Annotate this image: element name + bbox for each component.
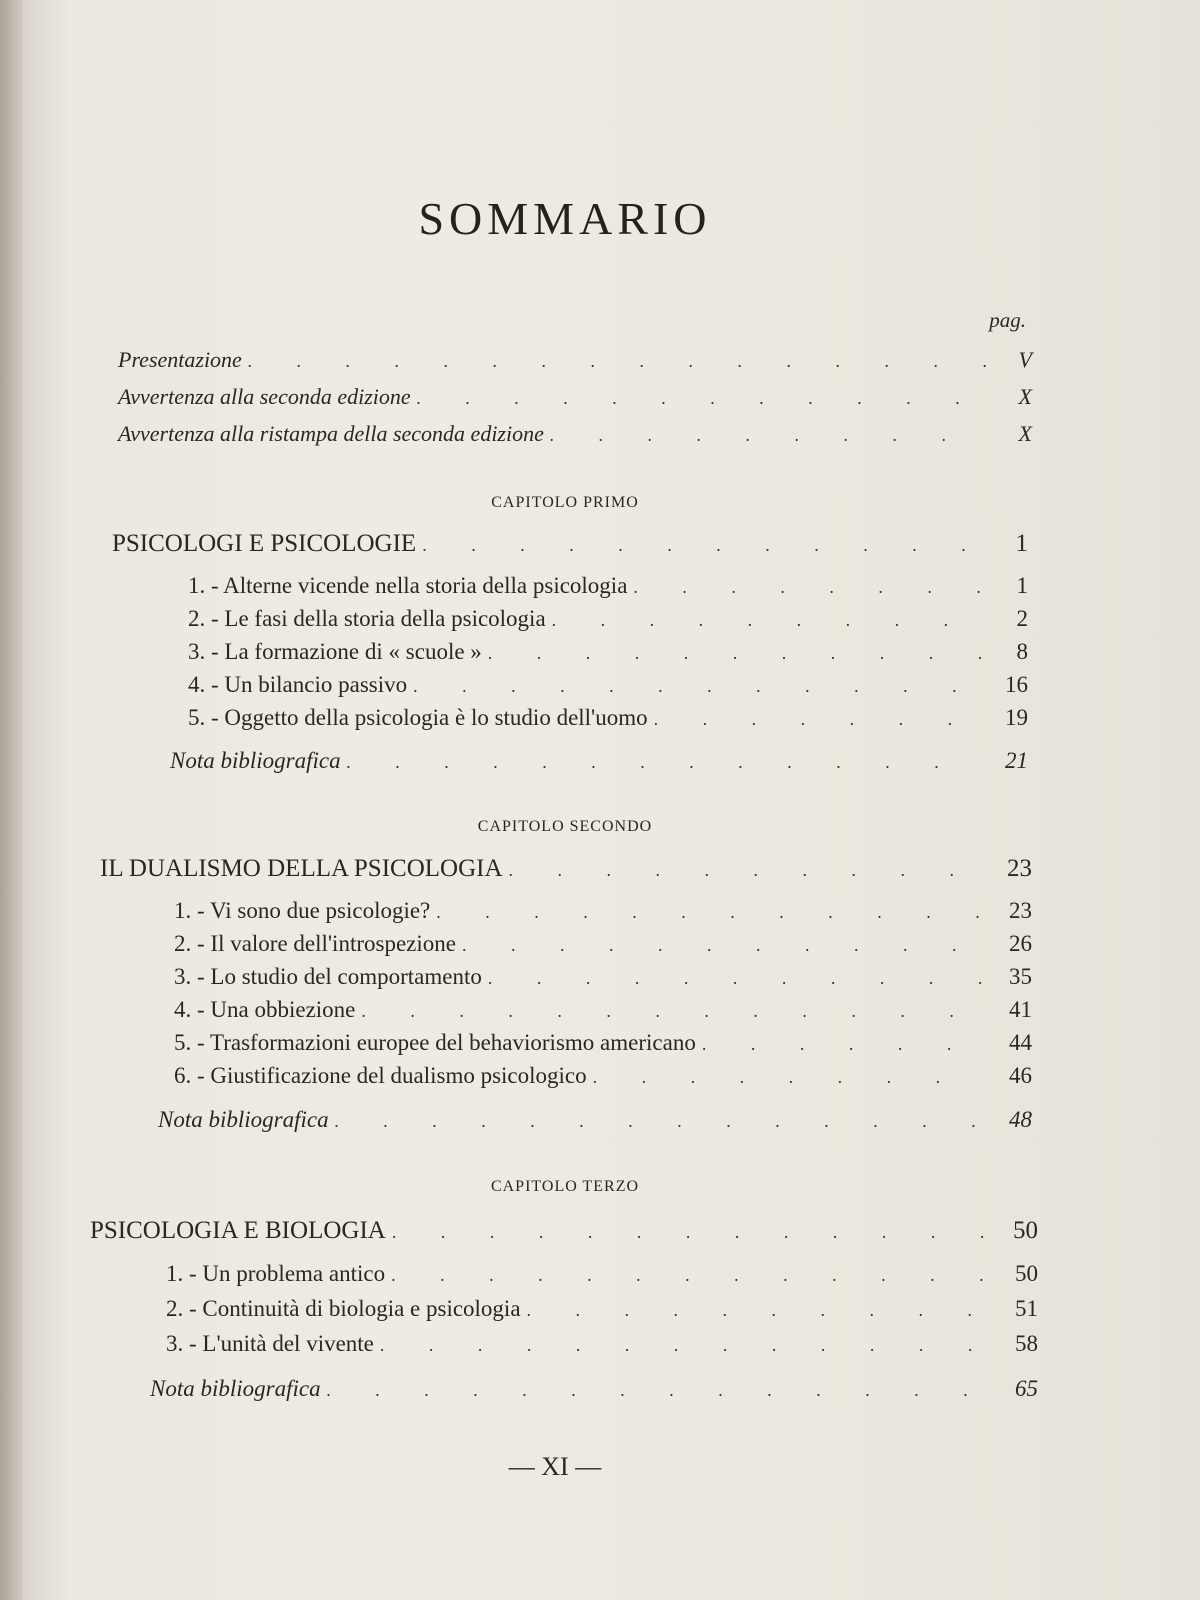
leader-dots (654, 709, 982, 730)
section-entry (188, 573, 1028, 599)
leader-dots (327, 1380, 992, 1401)
section-entry (188, 672, 1028, 698)
leader-dots (550, 425, 986, 446)
leader-dots (391, 1265, 992, 1286)
section-entry (166, 1261, 1038, 1287)
section-label: 1. - Vi sono due psicologie? (174, 898, 431, 923)
toc-entry-front (118, 347, 1032, 373)
chapter-page: 23 (1007, 855, 1032, 882)
section-label: 4. - Un bilancio passivo (188, 672, 408, 697)
leader-dots (347, 752, 982, 773)
leader-dots (392, 1222, 992, 1243)
leader-dots (702, 1034, 986, 1055)
bibliography-page: 65 (1015, 1376, 1038, 1401)
chapter-title-entry (100, 855, 1032, 883)
bibliography-page: 21 (1005, 748, 1028, 773)
chapter-page: 1 (1015, 530, 1028, 557)
leader-dots (593, 1067, 986, 1088)
leader-dots (248, 351, 986, 372)
leader-dots (422, 535, 982, 556)
section-entry (174, 931, 1032, 957)
section-page: 41 (1009, 997, 1032, 1022)
section-page: 58 (1015, 1331, 1038, 1356)
bibliography-entry (170, 748, 1028, 774)
section-label: 6. - Giustificazione del dualismo psicologico (174, 1063, 587, 1088)
section-page: 26 (1009, 931, 1032, 956)
section-entry (174, 964, 1032, 990)
leader-dots (380, 1335, 992, 1356)
bibliography-page: 48 (1009, 1107, 1032, 1132)
section-label: 2. - Il valore dell'introspezione (174, 931, 456, 956)
section-entry (166, 1331, 1038, 1357)
leader-dots (527, 1300, 992, 1321)
chapter-heading: CAPITOLO TERZO (490, 1178, 640, 1195)
section-page: 1 (1016, 573, 1028, 598)
section-entry (174, 898, 1032, 924)
section-page: 19 (1005, 705, 1028, 730)
bibliography-entry (150, 1376, 1038, 1402)
chapter-title: IL DUALISMO DELLA PSICOLOGIA (100, 855, 503, 882)
section-page: 50 (1015, 1261, 1038, 1286)
leader-dots (335, 1111, 986, 1132)
leader-dots (633, 577, 982, 598)
section-page: 16 (1005, 672, 1028, 697)
chapter-title-entry (112, 530, 1028, 558)
leader-dots (488, 643, 982, 664)
toc-entry-front (118, 421, 1032, 447)
section-entry (174, 1063, 1032, 1089)
leader-dots (552, 610, 982, 631)
section-label: 2. - Continuità di biologia e psicologia (166, 1296, 521, 1321)
section-page: 51 (1015, 1296, 1038, 1321)
leader-dots (361, 1001, 986, 1022)
page-column-label: pag. (989, 308, 1026, 332)
page-folio: — XI — (508, 1452, 602, 1481)
chapter-heading: CAPITOLO PRIMO (491, 494, 639, 511)
section-page: 44 (1009, 1030, 1032, 1055)
leader-dots (417, 388, 986, 409)
section-entry (174, 997, 1032, 1023)
section-page: 8 (1016, 639, 1028, 664)
section-label: 3. - L'unità del vivente (166, 1331, 374, 1356)
page-title: SOMMARIO (418, 193, 712, 244)
leader-dots (436, 902, 986, 923)
bibliography-label: Nota bibliografica (170, 748, 341, 773)
section-label: 5. - Trasformazioni europee del behaviorismo americano (174, 1030, 696, 1055)
chapter-page: 50 (1013, 1217, 1038, 1244)
bibliography-label: Nota bibliografica (150, 1376, 321, 1401)
leader-dots (509, 860, 986, 881)
section-entry (188, 639, 1028, 665)
chapter-heading: CAPITOLO SECONDO (477, 818, 653, 835)
section-label: 1. - Un problema antico (166, 1261, 386, 1286)
section-page: 23 (1009, 898, 1032, 923)
section-page: 2 (1016, 606, 1028, 631)
leader-dots (488, 968, 986, 989)
section-page: 46 (1009, 1063, 1032, 1088)
section-label: 3. - La formazione di « scuole » (188, 639, 482, 664)
section-label: 2. - Le fasi della storia della psicologia (188, 606, 546, 631)
section-entry (174, 1030, 1032, 1056)
chapter-title: PSICOLOGIA E BIOLOGIA (90, 1217, 386, 1244)
toc-entry-page: X (1018, 384, 1032, 409)
section-page: 35 (1009, 964, 1032, 989)
toc-entry-label: Presentazione (118, 347, 242, 372)
toc-entry-front (118, 384, 1032, 410)
toc-entry-page: V (1018, 347, 1032, 372)
section-entry (188, 705, 1028, 731)
toc-entry-label: Avvertenza alla ristampa della seconda edizione (118, 421, 544, 446)
section-label: 1. - Alterne vicende nella storia della psicologia (188, 573, 628, 598)
toc-entry-label: Avvertenza alla seconda edizione (118, 384, 411, 409)
bibliography-label: Nota bibliografica (158, 1107, 329, 1132)
section-entry (166, 1296, 1038, 1322)
chapter-title-entry (90, 1217, 1038, 1245)
bibliography-entry (158, 1107, 1032, 1133)
leader-dots (462, 935, 986, 956)
chapter-title: PSICOLOGI E PSICOLOGIE (112, 530, 417, 557)
section-label: 5. - Oggetto della psicologia è lo studio dell'uomo (188, 705, 648, 730)
section-label: 4. - Una obbiezione (174, 997, 356, 1022)
toc-entry-page: X (1018, 421, 1032, 446)
section-entry (188, 606, 1028, 632)
section-label: 3. - Lo studio del comportamento (174, 964, 482, 989)
leader-dots (413, 676, 982, 697)
